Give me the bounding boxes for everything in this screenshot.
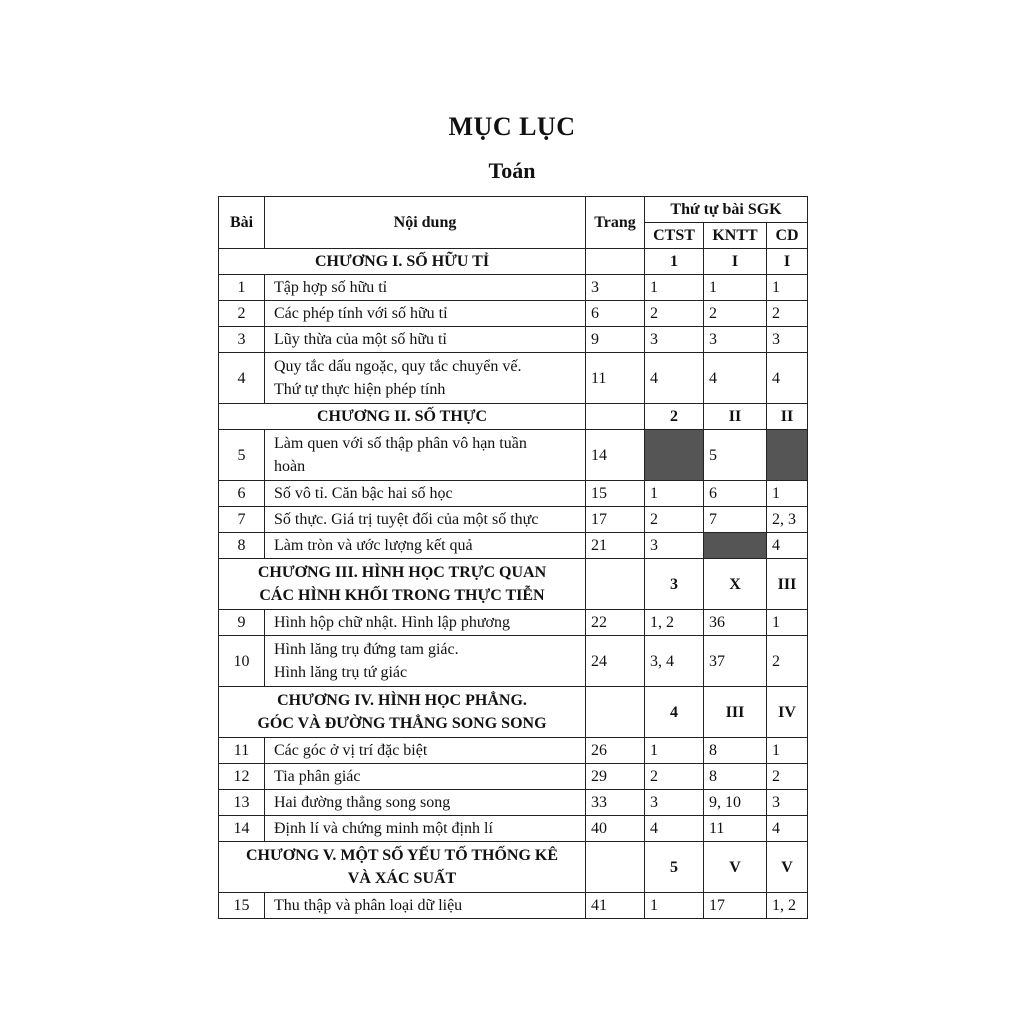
lesson-content-line: hoàn [274, 458, 306, 475]
lesson-ctst: 2 [645, 764, 704, 790]
table-row [219, 327, 808, 353]
lesson-number: 10 [219, 636, 265, 687]
lesson-content-line: Làm tròn và ước lượng kết quả [274, 537, 473, 554]
lesson-content [265, 790, 586, 816]
header-bai: Bài [219, 197, 265, 249]
chapter-page-cell [586, 249, 645, 275]
lesson-number: 9 [219, 610, 265, 636]
chapter-kntt-cell: X [704, 559, 767, 610]
lesson-number: 5 [219, 430, 265, 481]
table-body [219, 249, 808, 919]
lesson-content [265, 636, 586, 687]
chapter-row [219, 249, 808, 275]
lesson-kntt: 8 [704, 764, 767, 790]
table-row [219, 816, 808, 842]
lesson-cd: 3 [767, 327, 808, 353]
lesson-page: 21 [586, 533, 645, 559]
lesson-content [265, 816, 586, 842]
chapter-title-line: CHƯƠNG II. SỐ THỰC [316, 408, 488, 425]
lesson-kntt: 1 [704, 275, 767, 301]
chapter-row [219, 842, 808, 893]
lesson-ctst: 3 [645, 327, 704, 353]
table-row [219, 636, 808, 687]
chapter-page-cell [586, 687, 645, 738]
chapter-title [219, 842, 586, 893]
lesson-cd: 1 [767, 481, 808, 507]
lesson-number: 2 [219, 301, 265, 327]
chapter-title-line: CHƯƠNG V. MỘT SỐ YẾU TỐ THỐNG KÊ [245, 847, 559, 864]
lesson-ctst: 4 [645, 353, 704, 404]
table-row [219, 275, 808, 301]
lesson-ctst: 1 [645, 893, 704, 919]
lesson-content [265, 533, 586, 559]
lesson-kntt: 17 [704, 893, 767, 919]
lesson-cd: 1, 2 [767, 893, 808, 919]
table-row [219, 610, 808, 636]
lesson-cd: 1 [767, 610, 808, 636]
lesson-cd: 4 [767, 353, 808, 404]
chapter-cd-cell: IV [767, 687, 808, 738]
lesson-cd: 1 [767, 275, 808, 301]
chapter-title [219, 249, 586, 275]
header-ctst: CTST [645, 223, 704, 249]
table-row [219, 430, 808, 481]
chapter-title-line: CHƯƠNG III. HÌNH HỌC TRỰC QUAN [257, 564, 547, 581]
lesson-content-line: Quy tắc dấu ngoặc, quy tắc chuyển vế. [274, 358, 522, 375]
lesson-number: 1 [219, 275, 265, 301]
lesson-ctst [645, 430, 704, 481]
lesson-number: 14 [219, 816, 265, 842]
lesson-content-line: Các góc ở vị trí đặc biệt [274, 742, 428, 759]
lesson-cd: 4 [767, 533, 808, 559]
lesson-content [265, 301, 586, 327]
lesson-content-line: Các phép tính với số hữu tỉ [274, 305, 448, 322]
chapter-row [219, 687, 808, 738]
lesson-kntt: 9, 10 [704, 790, 767, 816]
lesson-cd: 2 [767, 301, 808, 327]
lesson-number: 12 [219, 764, 265, 790]
chapter-ctst-cell: 4 [645, 687, 704, 738]
lesson-ctst: 1 [645, 275, 704, 301]
lesson-kntt: 7 [704, 507, 767, 533]
lesson-kntt: 3 [704, 327, 767, 353]
lesson-ctst: 2 [645, 301, 704, 327]
table-row [219, 533, 808, 559]
lesson-ctst: 4 [645, 816, 704, 842]
lesson-content-line: Tập hợp số hữu tỉ [274, 279, 388, 296]
chapter-cd-cell: I [767, 249, 808, 275]
lesson-kntt: 5 [704, 430, 767, 481]
table-row [219, 481, 808, 507]
lesson-kntt: 4 [704, 353, 767, 404]
lesson-number: 6 [219, 481, 265, 507]
lesson-page: 29 [586, 764, 645, 790]
lesson-kntt: 8 [704, 738, 767, 764]
lesson-number: 13 [219, 790, 265, 816]
lesson-number: 15 [219, 893, 265, 919]
lesson-number: 7 [219, 507, 265, 533]
lesson-page: 17 [586, 507, 645, 533]
lesson-content [265, 275, 586, 301]
header-cd: CD [767, 223, 808, 249]
table-row [219, 301, 808, 327]
chapter-cd-cell: II [767, 404, 808, 430]
lesson-content-line: Lũy thừa của một số hữu tỉ [274, 331, 447, 348]
table-row [219, 764, 808, 790]
lesson-content [265, 430, 586, 481]
header-trang: Trang [586, 197, 645, 249]
chapter-kntt-cell: V [704, 842, 767, 893]
chapter-title-line: CÁC HÌNH KHỐI TRONG THỰC TIỄN [259, 587, 545, 604]
chapter-page-cell [586, 404, 645, 430]
chapter-title [219, 404, 586, 430]
lesson-content-line: Thu thập và phân loại dữ liệu [274, 897, 463, 914]
chapter-row [219, 559, 808, 610]
lesson-cd: 2, 3 [767, 507, 808, 533]
lesson-cd: 1 [767, 738, 808, 764]
chapter-title-line: VÀ XÁC SUẤT [347, 870, 457, 887]
lesson-page: 11 [586, 353, 645, 404]
lesson-content-line: Số thực. Giá trị tuyệt đối của một số thực [274, 511, 539, 528]
lesson-page: 26 [586, 738, 645, 764]
lesson-content-line: Hình lăng trụ tứ giác [274, 664, 408, 681]
lesson-page: 9 [586, 327, 645, 353]
lesson-content-line: Số vô tỉ. Căn bậc hai số học [274, 485, 453, 502]
table-row [219, 738, 808, 764]
lesson-content [265, 893, 586, 919]
lesson-content [265, 353, 586, 404]
lesson-page: 41 [586, 893, 645, 919]
chapter-title [219, 687, 586, 738]
header-thu-tu-bai-sgk: Thứ tự bài SGK [645, 197, 808, 223]
lesson-kntt: 36 [704, 610, 767, 636]
table-row [219, 893, 808, 919]
lesson-content [265, 327, 586, 353]
lesson-page: 3 [586, 275, 645, 301]
table-row [219, 507, 808, 533]
chapter-ctst-cell: 2 [645, 404, 704, 430]
lesson-ctst: 3, 4 [645, 636, 704, 687]
lesson-content-line: Hình hộp chữ nhật. Hình lập phương [274, 614, 510, 631]
lesson-page: 40 [586, 816, 645, 842]
lesson-ctst: 1 [645, 738, 704, 764]
lesson-cd [767, 430, 808, 481]
chapter-title-line: GÓC VÀ ĐƯỜNG THẲNG SONG SONG [257, 715, 547, 732]
lesson-page: 6 [586, 301, 645, 327]
chapter-kntt-cell: I [704, 249, 767, 275]
table-of-contents [218, 196, 808, 919]
lesson-page: 24 [586, 636, 645, 687]
chapter-kntt-cell: II [704, 404, 767, 430]
lesson-content [265, 610, 586, 636]
lesson-kntt: 37 [704, 636, 767, 687]
lesson-number: 4 [219, 353, 265, 404]
lesson-page: 33 [586, 790, 645, 816]
lesson-page: 22 [586, 610, 645, 636]
chapter-ctst-cell: 1 [645, 249, 704, 275]
lesson-ctst: 1, 2 [645, 610, 704, 636]
lesson-kntt [704, 533, 767, 559]
lesson-cd: 2 [767, 764, 808, 790]
chapter-ctst-cell: 5 [645, 842, 704, 893]
lesson-ctst: 3 [645, 533, 704, 559]
lesson-content [265, 507, 586, 533]
lesson-cd: 3 [767, 790, 808, 816]
lesson-content [265, 738, 586, 764]
lesson-ctst: 2 [645, 507, 704, 533]
lesson-number: 11 [219, 738, 265, 764]
table-row [219, 790, 808, 816]
lesson-kntt: 2 [704, 301, 767, 327]
chapter-title-line: CHƯƠNG I. SỐ HỮU TỈ [314, 253, 490, 270]
table-row [219, 353, 808, 404]
lesson-content [265, 481, 586, 507]
lesson-page: 15 [586, 481, 645, 507]
chapter-cd-cell: III [767, 559, 808, 610]
chapter-cd-cell: V [767, 842, 808, 893]
chapter-title-line: CHƯƠNG IV. HÌNH HỌC PHẲNG. [277, 692, 527, 709]
page-title: MỤC LỤC [448, 112, 576, 141]
lesson-content-line: Tia phân giác [274, 768, 361, 785]
lesson-number: 3 [219, 327, 265, 353]
lesson-cd: 2 [767, 636, 808, 687]
lesson-content-line: Hai đường thẳng song song [274, 794, 451, 811]
header-kntt: KNTT [704, 223, 767, 249]
lesson-cd: 4 [767, 816, 808, 842]
lesson-content-line: Hình lăng trụ đứng tam giác. [274, 641, 459, 658]
lesson-content-line: Làm quen với số thập phân vô hạn tuần [274, 435, 527, 452]
lesson-ctst: 3 [645, 790, 704, 816]
page-subtitle: Toán [488, 158, 536, 183]
chapter-row [219, 404, 808, 430]
lesson-content-line: Thứ tự thực hiện phép tính [274, 381, 446, 398]
lesson-kntt: 11 [704, 816, 767, 842]
chapter-ctst-cell: 3 [645, 559, 704, 610]
lesson-kntt: 6 [704, 481, 767, 507]
chapter-page-cell [586, 842, 645, 893]
lesson-number: 8 [219, 533, 265, 559]
lesson-content-line: Định lí và chứng minh một định lí [274, 820, 493, 837]
header-noi-dung: Nội dung [265, 197, 586, 249]
chapter-kntt-cell: III [704, 687, 767, 738]
chapter-page-cell [586, 559, 645, 610]
lesson-content [265, 764, 586, 790]
lesson-page: 14 [586, 430, 645, 481]
chapter-title [219, 559, 586, 610]
lesson-ctst: 1 [645, 481, 704, 507]
